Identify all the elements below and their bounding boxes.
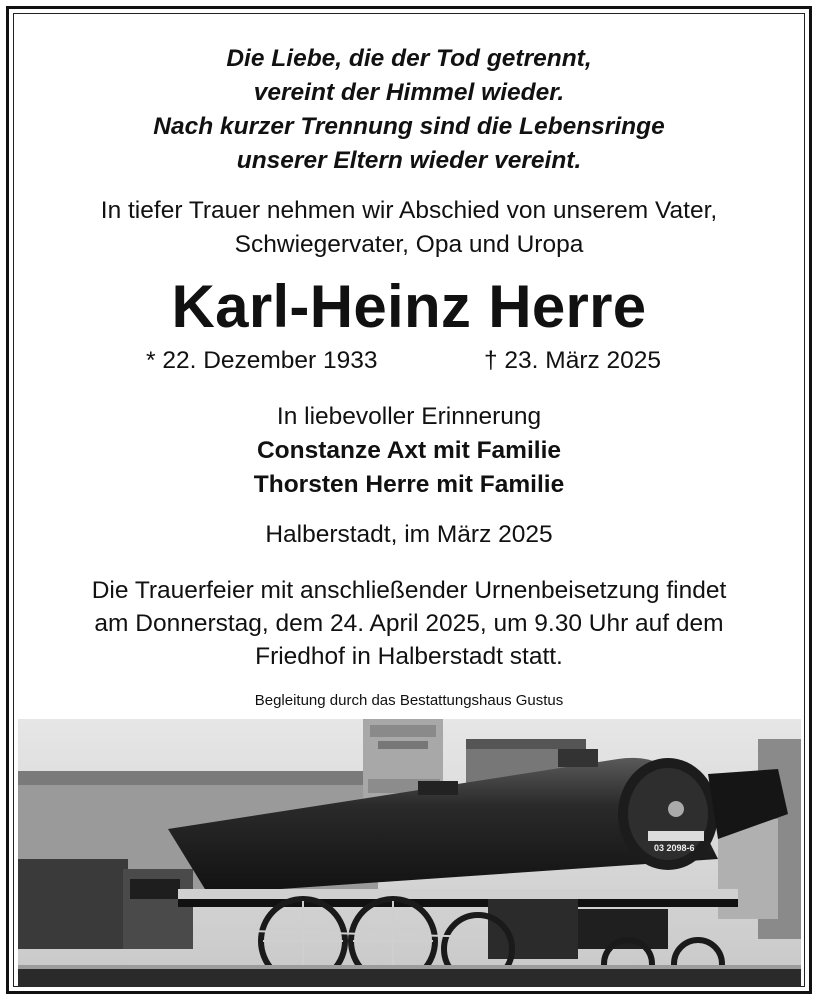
locomotive-photo (18, 719, 801, 987)
locomotive-illustration (18, 719, 801, 987)
ceremony-line: Friedhof in Halberstadt statt. (255, 643, 563, 670)
ceremony-line: Die Trauerfeier mit anschließender Urnenbeisetzung findet (91, 577, 727, 604)
mourners-block (14, 400, 804, 502)
verse (14, 42, 804, 178)
intro-line: In tiefer Trauer nehmen wir Abschied von unserem Vater, (100, 197, 718, 224)
verse-line: Nach kurzer Trennung sind die Lebensringe (153, 113, 665, 140)
memory-heading: In liebevoller Erinnerung (276, 403, 542, 430)
intro-line: Schwiegervater, Opa und Uropa (234, 231, 584, 258)
obituary-inner-border (13, 13, 805, 987)
ceremony-line: am Donnerstag, dem 24. April 2025, um 9.30 Uhr auf dem (94, 610, 724, 637)
death-date: † 23. März 2025 (484, 347, 662, 374)
mourner: Thorsten Herre mit Familie (253, 471, 565, 498)
birth-date: * 22. Dezember 1933 (146, 347, 378, 374)
undertaker-credit: Begleitung durch das Bestattungshaus Gustus (254, 692, 564, 709)
obituary-frame (6, 6, 812, 994)
place-date: Halberstadt, im März 2025 (265, 521, 553, 548)
ceremony-notice (14, 574, 804, 673)
verse-line: Die Liebe, die der Tod getrennt, (226, 45, 592, 72)
intro-text (14, 194, 804, 262)
verse-line: vereint der Himmel wieder. (253, 79, 565, 106)
verse-line: unserer Eltern wieder vereint. (236, 147, 582, 174)
locomotive-number-plate: 03 2098-6 (654, 843, 695, 853)
deceased-name: Karl-Heinz Herre (171, 273, 647, 340)
mourner: Constanze Axt mit Familie (256, 437, 562, 464)
